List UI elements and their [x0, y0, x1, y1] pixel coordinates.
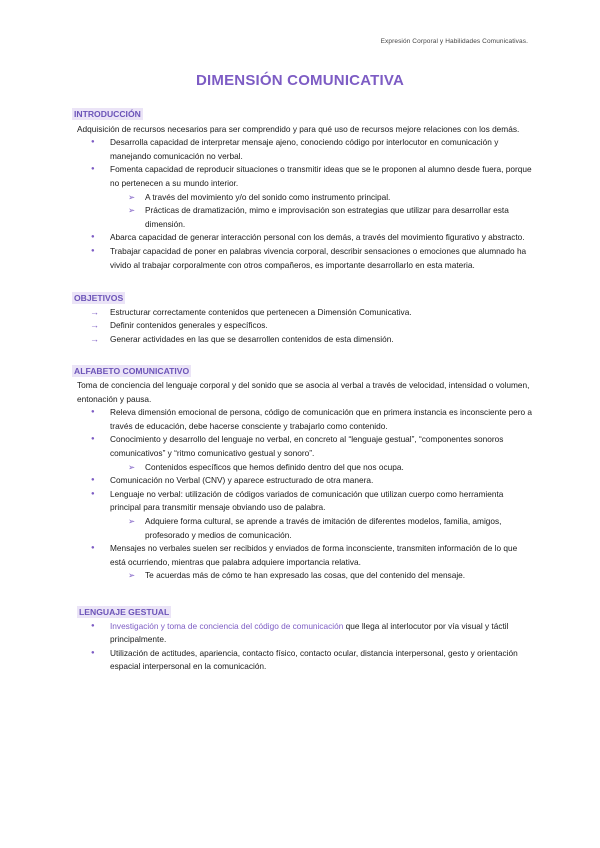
intro-list	[72, 136, 532, 272]
list-item: → Definir contenidos generales y específicos.	[72, 319, 532, 333]
intro-paragraph: Adquisición de recursos necesarios para ser comprendido y para qué uso de recursos mejore relaciones con los demás.	[77, 123, 520, 134]
alfabeto-paragraph: Toma de conciencia del lenguaje corporal y del sonido que se asocia al verbal a través de velocidad, intensidad o volumen, entonación y pausa.	[77, 380, 530, 404]
highlighted-text: Investigación y toma de conciencia del código de comunicación	[110, 620, 344, 631]
section-alfabeto	[72, 365, 532, 584]
alfabeto-list	[72, 406, 532, 583]
list-item: ● Comunicación no Verbal (CNV) y aparece estructurado de otra manera.	[72, 474, 532, 488]
gestual-list	[72, 620, 532, 674]
section-heading-gestual: LENGUAJE GESTUAL	[79, 607, 170, 617]
sub-list-item: ➢ Te acuerdas más de cómo te han expresado las cosas, que del contenido del mensaje.	[72, 569, 532, 583]
list-item: ● Mensajes no verbales suelen ser recibidos y enviados de forma inconsciente, transmiten información de lo que está ocurriendo, mientras que palabra adquiere importancia relativa.	[72, 542, 532, 569]
sub-list-item: ➢ Contenidos específicos que hemos definido dentro del que nos ocupa.	[72, 461, 532, 475]
section-objetivos	[72, 292, 532, 346]
objetivos-list	[72, 306, 532, 347]
section-heading-introduccion: INTRODUCCIÓN	[74, 109, 141, 119]
list-item: ● Trabajar capacidad de poner en palabras vivencia corporal, describir sensaciones o emociones que alumnado ha vivido al trabajar corporalmente con otros compañeros, es importante desarrollarlo en esta materia.	[72, 245, 532, 272]
list-item: ● Utilización de actitudes, apariencia, contacto físico, contacto ocular, distancia interpersonal, gesto y orientación espacial interpersonal en la comunicación.	[72, 647, 532, 674]
list-item: ● Desarrolla capacidad de interpretar mensaje ajeno, conociendo código por interlocutor en comunicación y manejando comunicación no verbal.	[72, 136, 532, 163]
sub-list-item: ➢ A través del movimiento y/o del sonido como instrumento principal.	[72, 191, 532, 205]
running-header: Expresión Corporal y Habilidades Comunicativas.	[380, 38, 528, 45]
list-item: → Generar actividades en las que se desarrollen contenidos de esta dimensión.	[72, 333, 532, 347]
list-item: ● Releva dimensión emocional de persona, código de comunicación que en primera instancia es inconsciente pero a través de educación, debe hacerse consciente y trabajarlo como contenido.	[72, 406, 532, 433]
list-item: ● Conocimiento y desarrollo del lenguaje no verbal, en concreto al “lenguaje gestual”, “componentes sonoros comunicativos” y “ritmo comunicativo gestual y sonoro”.	[72, 433, 532, 460]
list-item	[72, 620, 532, 647]
list-item: → Estructurar correctamente contenidos que pertenecen a Dimensión Comunicativa.	[72, 306, 532, 320]
section-introduccion	[72, 108, 532, 272]
section-gestual	[72, 606, 532, 674]
section-heading-objetivos: OBJETIVOS	[74, 293, 124, 304]
page-title: DIMENSIÓN COMUNICATIVA	[195, 72, 404, 89]
list-item-text: que llega al interlocutor por vía visual y táctil principalmente.	[110, 620, 509, 645]
section-heading-alfabeto: ALFABETO COMUNICATIVO	[74, 365, 190, 376]
document-body	[72, 108, 532, 674]
list-item: ● Lenguaje no verbal: utilización de códigos variados de comunicación que utilizan cuerpo como herramienta principal para transmitir mensaje obviando uso de palabra.	[72, 488, 532, 515]
list-item: ● Fomenta capacidad de reproducir situaciones o transmitir ideas que se le proponen al alumno desde fuera, porque no pertenecen a su mundo interior.	[72, 163, 532, 190]
sub-list-item: ➢ Prácticas de dramatización, mimo e improvisación son estrategias que utilizar para desarrollar esta dimensión.	[72, 204, 532, 231]
sub-list-item: ➢ Adquiere forma cultural, se aprende a través de imitación de diferentes modelos, familia, amigos, profesorado y medios de comunicación.	[72, 515, 532, 542]
list-item: ● Abarca capacidad de generar interacción personal con los demás, a través del movimiento figurativo y abstracto.	[72, 231, 532, 245]
